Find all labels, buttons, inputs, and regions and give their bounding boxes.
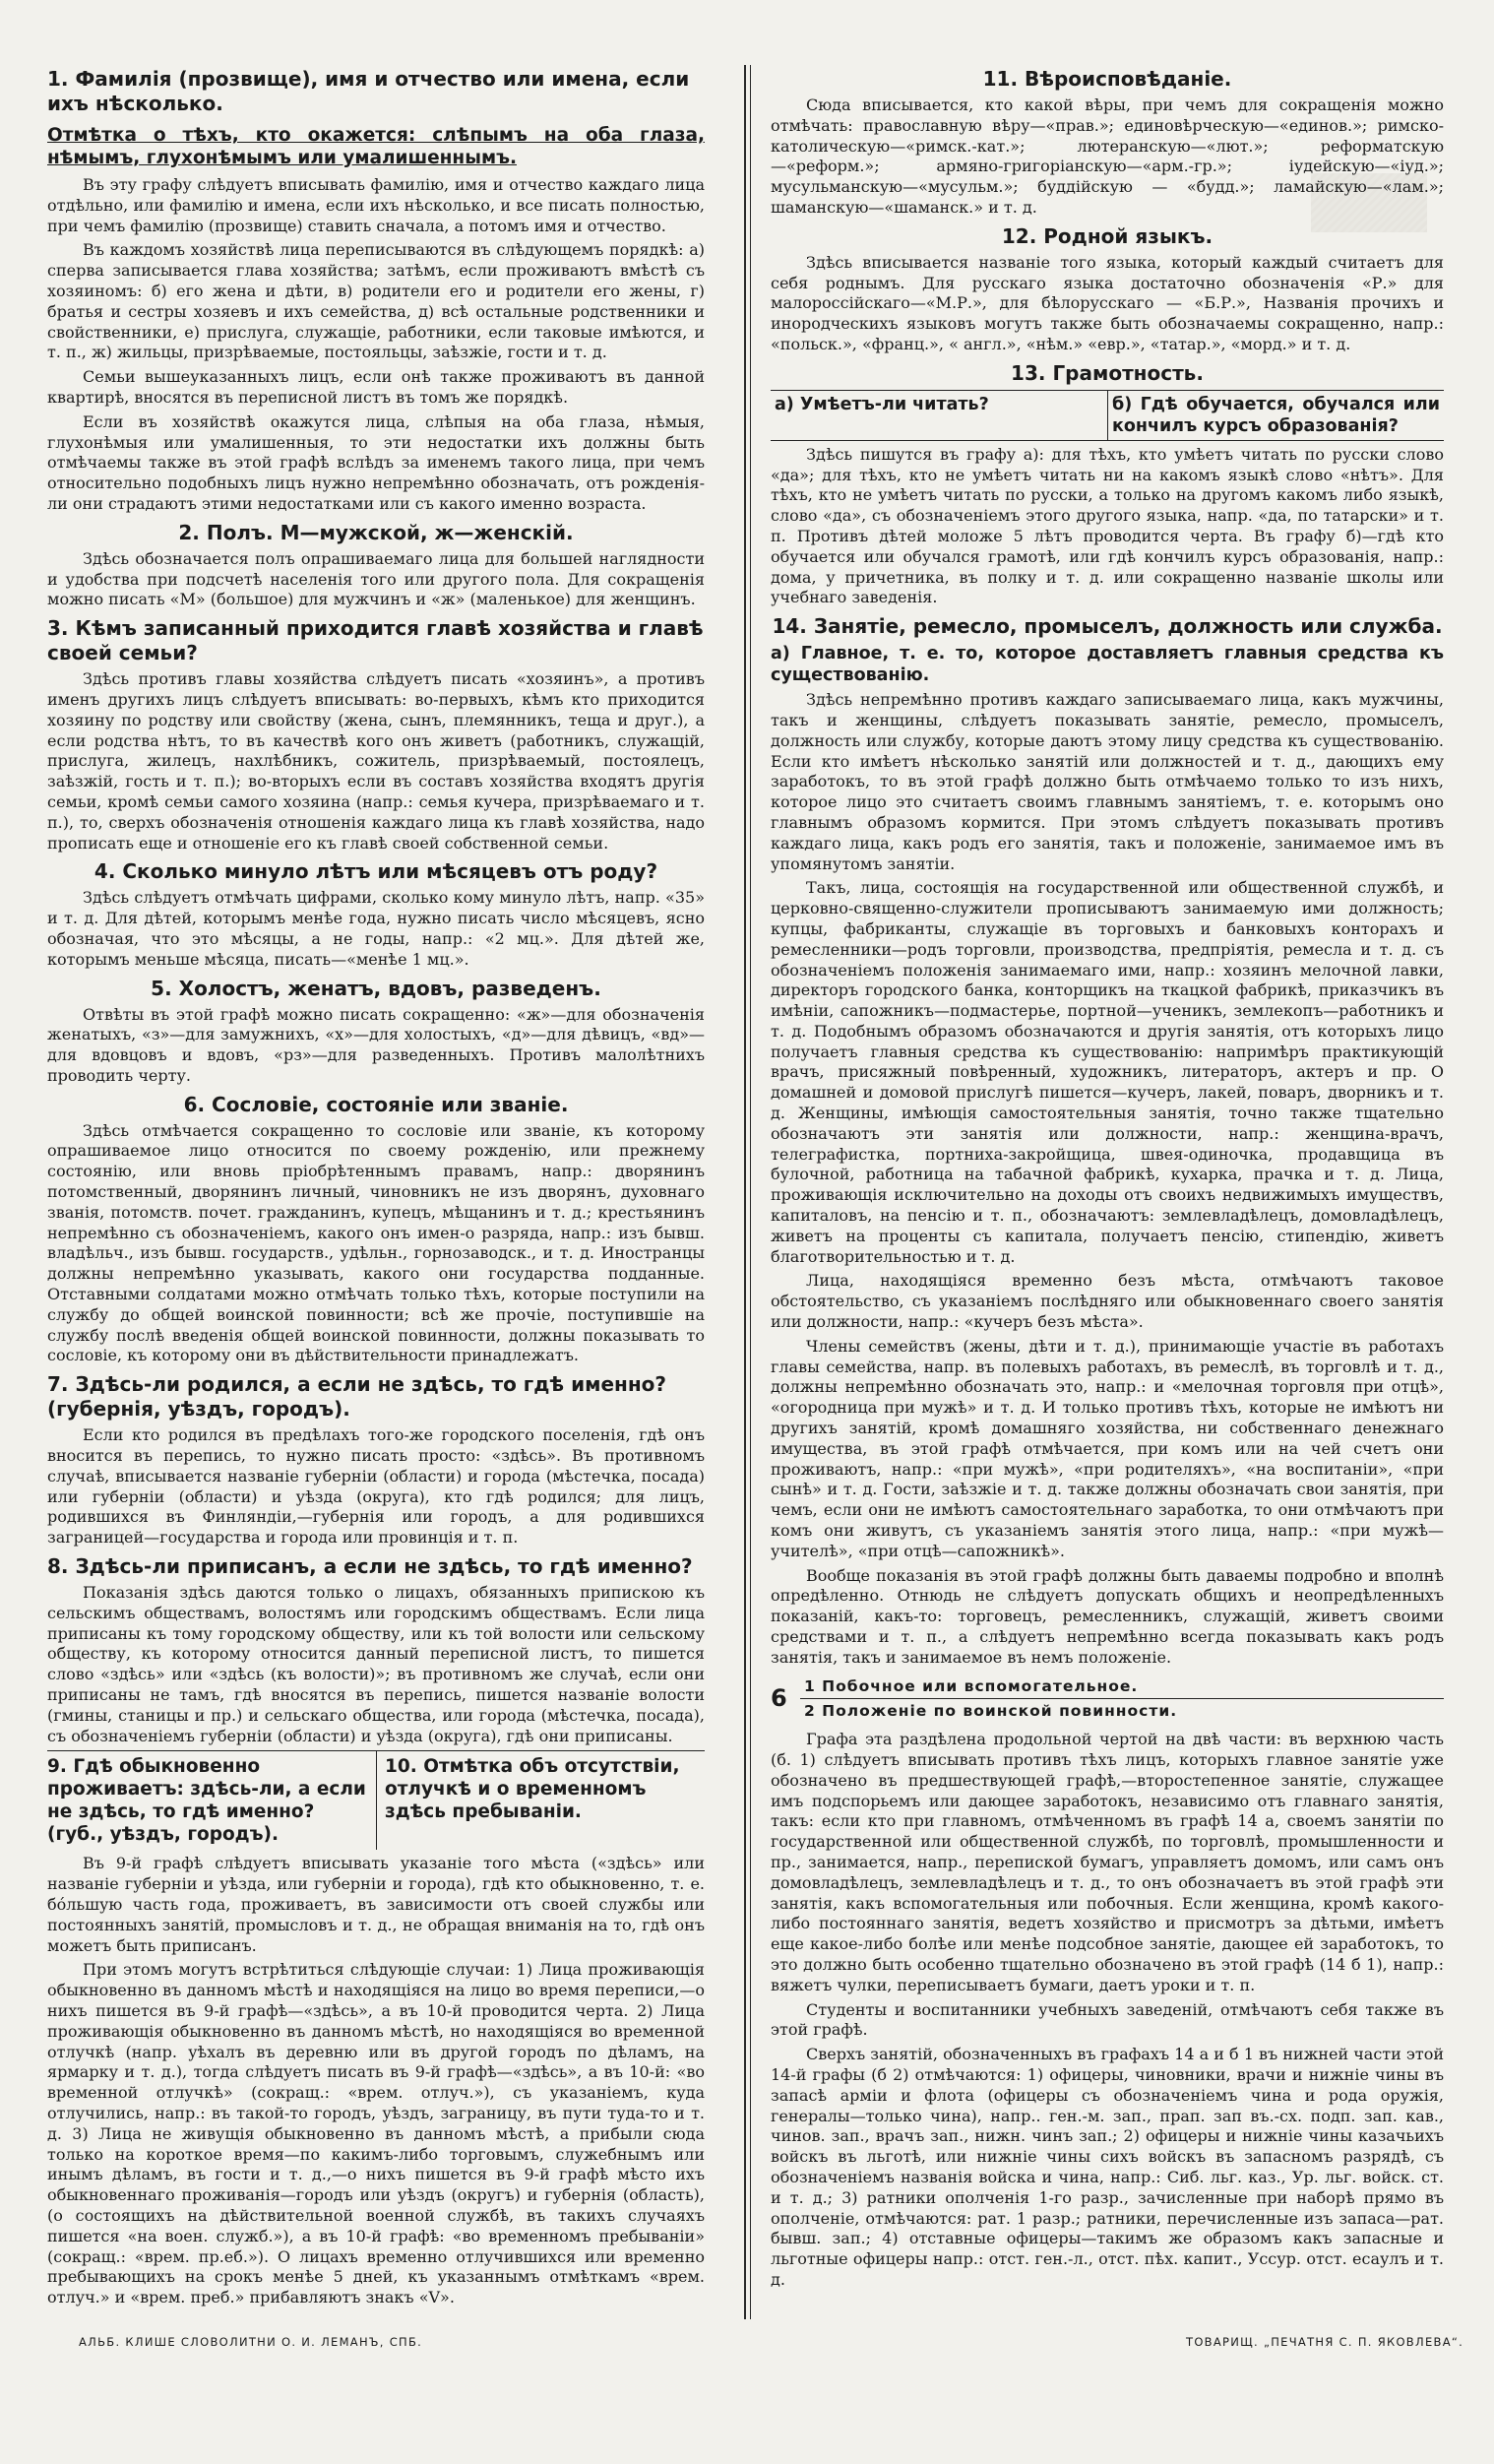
sections-9-10-header [47, 1750, 705, 1850]
section-2-paragraph: Здѣсь обозначается полъ опрашиваемаго лица для большей наглядности и удобства при подсчетѣ населенія того или другого пола. Для сокращенія можно писать «М» (большое) для мужчинъ и «ж» (маленькое) для женщинъ. [47, 548, 705, 609]
right-column [771, 61, 1444, 2295]
section-1-paragraph: Въ эту графу слѣдуетъ вписывать фамилію, имя и отчество каждаго лица отдѣльно, или фамилію и имена, если ихъ нѣсколько, и все писать полностью, при чемъ фамилію (прозвище) ставить сначала, а потомъ имя и отчество. [47, 175, 705, 235]
section-9-title: 9. Гдѣ обыкновенно проживаетъ: здѣсь-ли, а если не здѣсь, то гдѣ именно? (губ., уѣздъ, городъ). [47, 1756, 366, 1846]
section-6-paragraph: Здѣсь отмѣчается сокращенно то сословіе или званіе, къ которому опрашиваемое лицо относится по своему рожденію, или прежнему состоянію, или вновь пріобрѣтеннымъ правамъ, напр.: дворянинъ потомственный, дворянинъ личный, чиновникъ не изъ дворянъ, духовнаго званія, потомств. почет. гражданинъ, купецъ, мѣщанинъ и т. д.; крестьянинъ непремѣнно съ обозначеніемъ, какого онъ имен-о разряда, напр.: изъ бывш. владѣльч., изъ бывш. государств., удѣльн., горнозаводск., и т. д. Иностранцы должны непремѣнно указывать, какого они государства подданные. Отставными солдатами можно отмѣчать только тѣхъ, которые поступили на службу до общей воинской повинности; всѣ же прочіе, поступившіе на службу послѣ введенія общей воинской повинности, должны показывать то сословіе, къ которому они въ дѣйствительности принадлежатъ. [47, 1120, 705, 1365]
literacy-subcolumns [771, 390, 1444, 441]
section-8-title: 8. Здѣсь-ли приписанъ, а если не здѣсь, то гдѣ именно? [47, 1554, 693, 1579]
subcolumn-6-number: 6 [771, 1684, 787, 1713]
subcolumn-6-box [771, 1674, 1444, 1725]
subcolumn-6-row-1: 1 Побочное или вспомогательное. [804, 1676, 1139, 1695]
printer-credit-right: ТОВАРИЩ. „ПЕЧАТНЯ С. П. ЯКОВЛЕВА“. [1186, 2335, 1464, 2349]
section-12-title: 12. Родной языкъ. [1001, 223, 1214, 248]
section-6-title: 6. Сословіе, состояніе или званіе. [183, 1092, 569, 1116]
section-14-title: 14. Занятіе, ремесло, промыселъ, должность или служба. [772, 614, 1443, 639]
section-7-paragraph: Если кто родился въ предѣлахъ того-же городского поселенія, гдѣ онъ вносится въ перепись, то нужно писать просто: «здѣсь». Въ противномъ случаѣ, вписывается названіе губерніи (области) и города (мѣстечка, посада) или губерніи (области) и уѣзда (округа), кто гдѣ родился; для лицъ, родившихся въ Финляндіи,—губернія или городъ, а для родившихся заграницей—государства и города или провинція и т. п. [47, 1425, 705, 1548]
section-9-paragraph: При этомъ могутъ встрѣтиться слѣдующіе случаи: 1) Лица проживающія обыкновенно въ данномъ мѣстѣ и находящіяся на лицо во время переписи,—о нихъ пишется въ 9-й графѣ—«здѣсь», а въ 10-й проводится черта. 2) Лица проживающія обыкновенно въ данномъ мѣстѣ, но находящіяся во временной отлучкѣ (напр. уѣхалъ въ деревню или въ другой городъ по дѣламъ, на ярмарку и т. д.), тогда слѣдуетъ писать въ 9-й графѣ—«здѣсь», а въ 10-й: «во временной отлучкѣ» (сокращ.: «врем. отлуч.»), съ указаніемъ, куда отлучились, напр.: въ такой-то городъ, уѣздъ, заграницу, въ пути туда-то и т. д. 3) Лица не живущія обыкновенно въ данномъ мѣстѣ, а прибыли сюда только на короткое время—по какимъ-либо торговымъ, служебнымъ или инымъ дѣламъ, въ гости и т. д.,—о нихъ пишется въ 9-й графѣ мѣсто ихъ обыкновеннаго проживанія—городъ или уѣздъ (округъ) и губернія (область), (о состоящихъ на дѣйствительной военной службѣ, въ такихъ случаяхъ пишется «на воен. служб.»), а въ 10-й графѣ: «во временномъ пребываніи» (сокращ.: «врем. пр.еб.»). О лицахъ временно отлучившихся или временно пребывающихъ на срокъ менѣе 5 дней, къ указаннымъ отмѣткамъ «врем. отлуч.» и «врем. преб.» прибавляютъ знакъ «V». [47, 1960, 705, 2307]
section-3-paragraph: Здѣсь противъ главы хозяйства слѣдуетъ писать «хозяинъ», а противъ именъ другихъ лицъ слѣдуетъ вписывать: во-первыхъ, кѣмъ кто приходится хозяину по родству или свойству (жена, сынъ, племянникъ, теща и друг.), а если родства нѣтъ, то въ качествѣ кого онъ живетъ (работникъ, служащій, прислуга, жилецъ, нахлѣбникъ, сожитель, призрѣваемый, постоялецъ, заѣзжій, гость и т. п.); во-вторыхъ если въ составъ хозяйства входятъ другія семьи, кромѣ семьи самого хозяина (напр.: семья кучера, призрѣваемаго и т. п.), то, сверхъ обозначенія отношенія каждаго лица къ главѣ хозяйства, надо прописать еще и отношеніе его къ главѣ своей собственной семьи. [47, 669, 705, 853]
printer-credit-left: АЛЬБ. КЛИШЕ СЛОВОЛИТНИ О. И. ЛЕМАНЪ, СПБ. [79, 2335, 423, 2349]
section-2-title: 2. Полъ. М—мужской, ж—женскій. [178, 520, 574, 544]
section-14-paragraph: Лица, находящіяся временно безъ мѣста, отмѣчаютъ таковое обстоятельство, съ указаніемъ послѣдняго или обыкновеннаго своего занятія или должности, напр.: «кучеръ безъ мѣста». [771, 1271, 1444, 1332]
section-13-title: 13. Грамотность. [1011, 360, 1204, 385]
section-1-paragraph: Семьи вышеуказанныхъ лицъ, если онѣ также проживаютъ въ данной квартирѣ, вносятся въ переписной листъ въ томъ же порядкѣ. [47, 367, 705, 407]
section-1-title: 1. Фамилія (прозвище), имя и отчество или имена, если ихъ нѣсколько. [47, 67, 690, 115]
section-5-title: 5. Холостъ, женатъ, вдовъ, разведенъ. [151, 976, 601, 1000]
section-8-paragraph: Показанія здѣсь даются только о лицахъ, обязанныхъ припискою къ сельскимъ обществамъ, волостямъ или городскимъ обществамъ. Если лица приписаны къ тому городскому обществу, или къ той волости или сельскому обществу, къ которому относится данный переписной листъ, то пишется слово «здѣсь» или «здѣсь (къ волости)»; въ противномъ же случаѣ, если они приписаны не тамъ, гдѣ вносятся въ перепись, пишется названіе волости (гмины, станицы и пр.) и сельскаго общества, или города (мѣстечка, посада), съ обозначеніемъ губерніи (области) и уѣзда (округа), гдѣ они приписаны. [47, 1583, 705, 1745]
section-1-paragraph: Если въ хозяйствѣ окажутся лица, слѣпыя на оба глаза, нѣмыя, глухонѣмыя или умалишенныя, то эти недостатки ихъ должны быть отмѣчаемы также въ этой графѣ вслѣдъ за именемъ такого лица, при чемъ относительно подобныхъ лицъ нужно непремѣнно обозначать, отъ рожденія-ли они страдаютъ этими недостатками или съ какого именно возраста. [47, 411, 705, 513]
section-5-paragraph: Отвѣты въ этой графѣ можно писать сокращенно: «ж»—для обозначенія женатыхъ, «з»—для замужнихъ, «х»—для холостыхъ, «д»—для дѣвицъ, «вд»—для вдовцовъ и вдовъ, «рз»—для разведенныхъ. Противъ малолѣтнихъ проводить черту. [47, 1004, 705, 1085]
section-14-paragraph: Такъ, лица, состоящія на государственной или общественной службѣ, и церковно-священно-служители прописываютъ занимаемую ими должность; купцы, фабриканты, служащіе въ торговыхъ и банковыхъ конторахъ и ремесленники—родъ торговли, производства, предпріятія, ремесла и т. д. съ обозначеніемъ положенія занимаемаго ими, напр.: хозяинъ мелочной лавки, директоръ городского банка, конторщикъ на ткацкой фабрикѣ, приказчикъ въ имѣніи, сапожникъ—подмастерье, портной—ученикъ, землекопъ—работникъ и т. д. Подобнымъ образомъ обозначаются и другія занятія, отъ которыхъ лицо получаетъ главныя средства къ существованію: напримѣръ практикующій врачъ, присяжный повѣренный, художникъ, литераторъ, актеръ и пр. О домашней и домовой прислугѣ пишется—кучеръ, лакей, поваръ, дворникъ и т. д. Женщины, имѣющія самостоятельныя занятія, точно также тщательно обозначаютъ эти занятія или должности, напр.: женщина-врачъ, телеграфистка, портниха-закройщица, швея-одиночка, продавщица въ булочной, работница на табачной фабрикѣ, кухарка, прачка и т. д. Лица, проживающія исключительно на доходы отъ своихъ недвижимыхъ имуществъ, капиталовъ, на пенсію и т. п., обозначаютъ: землевладѣлецъ, домовладѣлецъ, живетъ на проценты съ капитала, получаетъ пенсію, стипендію, живетъ благотворительностью и т. д. [771, 878, 1444, 1266]
section-6b-paragraph: Сверхъ занятій, обозначенныхъ въ графахъ 14 а и б 1 въ нижней части этой 14-й графы (б 2) отмѣчаются: 1) офицеры, чиновники, врачи и нижніе чины въ запасѣ арміи и флота (офицеры съ обозначеніемъ чина и рода оружія, генералы—только чина), напр.. ген.-м. зап., прап. зап въ.-сх. подп. зап. кав., чинов. зап., врачъ зап., нижн. чинъ зап.; 2) офицеры и нижніе чины казачьихъ войскъ въ льготѣ, или нижніе чины сихъ войскъ въ запасномъ разрядѣ, съ обозначеніемъ названія войска и чина, напр.: Сиб. льг. каз., Ур. льг. войск. ст. и т. д.; 3) ратники ополченія 1-го разр., зачисленные при наборѣ прямо въ ополченіе, отмѣчаются: рат. 1 разр.; ратники, перечисленные изъ запаса—рат. бывш. зап.; 4) отставные офицеры—такимъ же образомъ какъ запасные и льготные офицеры напр.: отст. ген.-л., отст. пѣх. капит., Уссур. отст. есаулъ и т. д. [771, 2045, 1444, 2289]
section-9-paragraph: Въ 9-й графѣ слѣдуетъ вписывать указаніе того мѣста («здѣсь» или названіе губерніи и уѣзда, или губерніи и города), гдѣ кто обыкновенно, т. е. бóльшую часть года, проживаетъ, въ зависимости отъ своей службы или постоянныхъ занятій, промысловъ и т. д., не обращая вниманія на то, гдѣ онъ можетъ быть приписанъ. [47, 1854, 705, 1955]
subcolumn-6-rows [800, 1674, 1444, 1725]
section-13-paragraph: Здѣсь пишутся въ графу а): для тѣхъ, кто умѣетъ читать по русски слово «да»; для тѣхъ, кто не умѣетъ читать ни на какомъ языкѣ слово «нѣтъ». Для тѣхъ, кто не умѣетъ читать по русски, а только на другомъ какомъ либо языкѣ, слово «да», съ обозначеніемъ этого другого языка, напр. «да, по татарски» и т. п. Противъ дѣтей моложе 5 лѣтъ проводится черта. Въ графу б)—гдѣ кто обучается или обучался грамотѣ, или гдѣ кончилъ курсъ образованія, напр.: дома, у причетника, въ полку и т. д. или сокращенно названіе школы или учебнаго заведенія. [771, 444, 1444, 607]
section-7-title: 7. Здѣсь-ли родился, а если не здѣсь, то гдѣ именно? (губернія, уѣздъ, городъ). [47, 1372, 666, 1422]
section-12-paragraph: Здѣсь вписывается названіе того языка, который каждый считаетъ для себя роднымъ. Для русскаго языка достаточно обозначенія «Р.» для малороссійскаго—«М.Р.», для бѣлорусскаго — «Б.Р.», Названія прочихъ и инородческихъ языковъ могутъ также быть обозначаемы сокращенно, напр.: «польск.», «франц.», « англ.», «нѣм.» «евр.», «татар.», «морд.» и т. д. [771, 252, 1444, 353]
section-11-title: 11. Вѣроисповѣданіе. [982, 67, 1232, 91]
section-10-title: 10. Отмѣтка объ отсутствіи, отлучкѣ и о временномъ здѣсь пребываніи. [385, 1756, 680, 1823]
section-10-header-cell [376, 1751, 705, 1850]
section-14-paragraph: Члены семействъ (жены, дѣти и т. д.), принимающіе участіе въ работахъ главы семейства, напр. въ полевыхъ работахъ, въ ремеслѣ, въ торговлѣ и т. д., должны непремѣнно обозначать это, напр.: и «мелочная торговля при отцѣ», «огородница при мужѣ» и т. д. И только противъ тѣхъ, которые не имѣютъ ни другихъ занятій, кромѣ домашняго хозяйства, ни собственнаго денежнаго имущества, въ этой графѣ отмѣчается, при комъ или на чей счетъ они проживаютъ, напр.: «при мужѣ», «при родителяхъ», «на воспитаніи», «при сынѣ» и т. д. Гости, заѣзжіе и т. д. также должны обозначать свои занятія, при чемъ, если они не имѣютъ самостоятельнаго заработка, то они отмѣчаютъ при комъ они живутъ, съ указаніемъ занятія этого лица, напр.: «при мужѣ—учителѣ», «при отцѣ—сапожникѣ». [771, 1336, 1444, 1560]
section-1-note-title: Отмѣтка о тѣхъ, кто окажется: слѣпымъ на оба глаза, нѣмымъ, глухонѣмымъ или умалишеннымъ. [47, 125, 705, 168]
section-14-paragraph: Здѣсь непремѣнно противъ каждаго записываемаго лица, какъ мужчины, такъ и женщины, слѣдуетъ показывать занятіе, ремесло, промыселъ, должность или службу, которые даютъ этому лицу средства къ существованію. Если кто имѣетъ нѣсколько занятій или должностей и т. д., дающихъ ему заработокъ, то въ этой графѣ должно быть отмѣчаемо только то изъ нихъ, которое лицо это считаетъ своимъ главнымъ занятіемъ, т. е. которымъ оно главнымъ образомъ кормится. При этомъ слѣдуетъ показывать противъ каждаго лица, какъ родъ его занятія, такъ и положеніе, занимаемое имъ въ упомянутомъ занятіи. [771, 690, 1444, 873]
section-9-header-cell [47, 1751, 376, 1850]
section-4-paragraph: Здѣсь слѣдуетъ отмѣчать цифрами, сколько кому минуло лѣтъ, напр. «35» и т. д. Для дѣтей, которымъ менѣе года, нужно писать число мѣсяцевъ, ясно обозначая, что это мѣсяцы, а не годы, напр.: «2 мц.». Для дѣтей же, которымъ меньше мѣсяца, писать—«менѣе 1 мц.». [47, 888, 705, 969]
section-6b-paragraph: Студенты и воспитанники учебныхъ заведеній, отмѣчаютъ себя также въ этой графѣ. [771, 1999, 1444, 2040]
section-14-subheading: а) Главное, т. е. то, которое доставляетъ главныя средства къ существованію. [771, 644, 1444, 686]
column-divider [750, 65, 751, 2319]
literacy-a-title: а) Умѣетъ-ли читать? [775, 394, 989, 414]
section-6b-paragraph: Графа эта раздѣлена продольной чертой на двѣ части: въ верхнюю часть (б. 1) слѣдуетъ вписывать противъ тѣхъ лицъ, которыхъ главное занятіе уже обозначено въ предшествующей графѣ,—второстепенное занятіе, служащее имъ подспорьемъ или дающее заработокъ, независимо отъ главнаго занятія, такъ: если кто при главномъ, отмѣченномъ въ графѣ 14 а, своемъ занятіи по государственной или общественной службѣ, по торговлѣ, промышленности и пр., занимается, напр., перепиской бумагъ, управляетъ домомъ, или самъ онъ домовладѣлецъ, землевладѣлецъ и т. д., то онъ обозначаетъ въ этой графѣ эти занятія, какъ вспомогательныя или побочныя. Если женщина, кромѣ какого-либо постояннаго занятія, ведетъ хозяйство и присмотръ за дѣтьми, имѣетъ еще какое-либо болѣе или менѣе подсобное занятіе, дающее ей заработокъ, то это должно быть особенно тщательно обозначено въ этой графѣ (14 б 1), напр.: вяжетъ чулки, переписываетъ бумаги, даетъ уроки и т. п. [771, 1730, 1444, 1994]
literacy-b-title: б) Гдѣ обучается, обучался или кончилъ курсъ образованія? [1107, 391, 1444, 440]
section-1-paragraph: Въ каждомъ хозяйствѣ лица переписываются въ слѣдующемъ порядкѣ: а) сперва записывается глава хозяйства; затѣмъ, если проживаютъ вмѣстѣ съ хозяиномъ: б) его жена и дѣти, в) родители его и родители его жены, г) братья и сестры хозяевъ и ихъ семейства, д) всѣ остальные родственники и свойственники, е) прислуга, служащіе, работники, если таковые имѣются, и т. п., ж) жильцы, призрѣваемые, постояльцы, заѣзжіе, гости и т. д. [47, 240, 705, 362]
section-11-paragraph: Сюда вписывается, кто какой вѣры, при чемъ для сокращенія можно отмѣчать: православную вѣру—«прав.»; единовѣрческую—«единов.»; римско-католическую—«римск.-кат.»; лютеранскую—«лют.»; реформатскую—«реформ.»; армяно-григоріанскую—«арм.-гр.»; іудейскую—«іуд.»; мусульманскую—«мусульм.»; буддійскую — «будд.»; ламайскую—«лам.»; шаманскую—«шаманск.» и т. д. [771, 95, 1444, 217]
section-3-title: 3. Кѣмъ записанный приходится главѣ хозяйства и главѣ своей семьи? [47, 616, 704, 665]
section-14-paragraph: Вообще показанія въ этой графѣ должны быть даваемы подробно и вполнѣ опредѣленно. Отнюдь не слѣдуетъ допускать общихъ и неопредѣленныхъ показаній, какъ-то: торговецъ, ремесленникъ, служащій, живетъ своими средствами и т. п., а слѣдуетъ непремѣнно всегда показывать какъ родъ занятія, такъ и занимаемое въ немъ положеніе. [771, 1565, 1444, 1667]
left-column [47, 61, 705, 2312]
section-4-title: 4. Сколько минуло лѣтъ или мѣсяцевъ отъ роду? [93, 859, 658, 884]
subcolumn-6-row-2: 2 Положеніе по воинской повинности. [800, 1698, 1444, 1724]
column-divider [744, 65, 746, 2319]
